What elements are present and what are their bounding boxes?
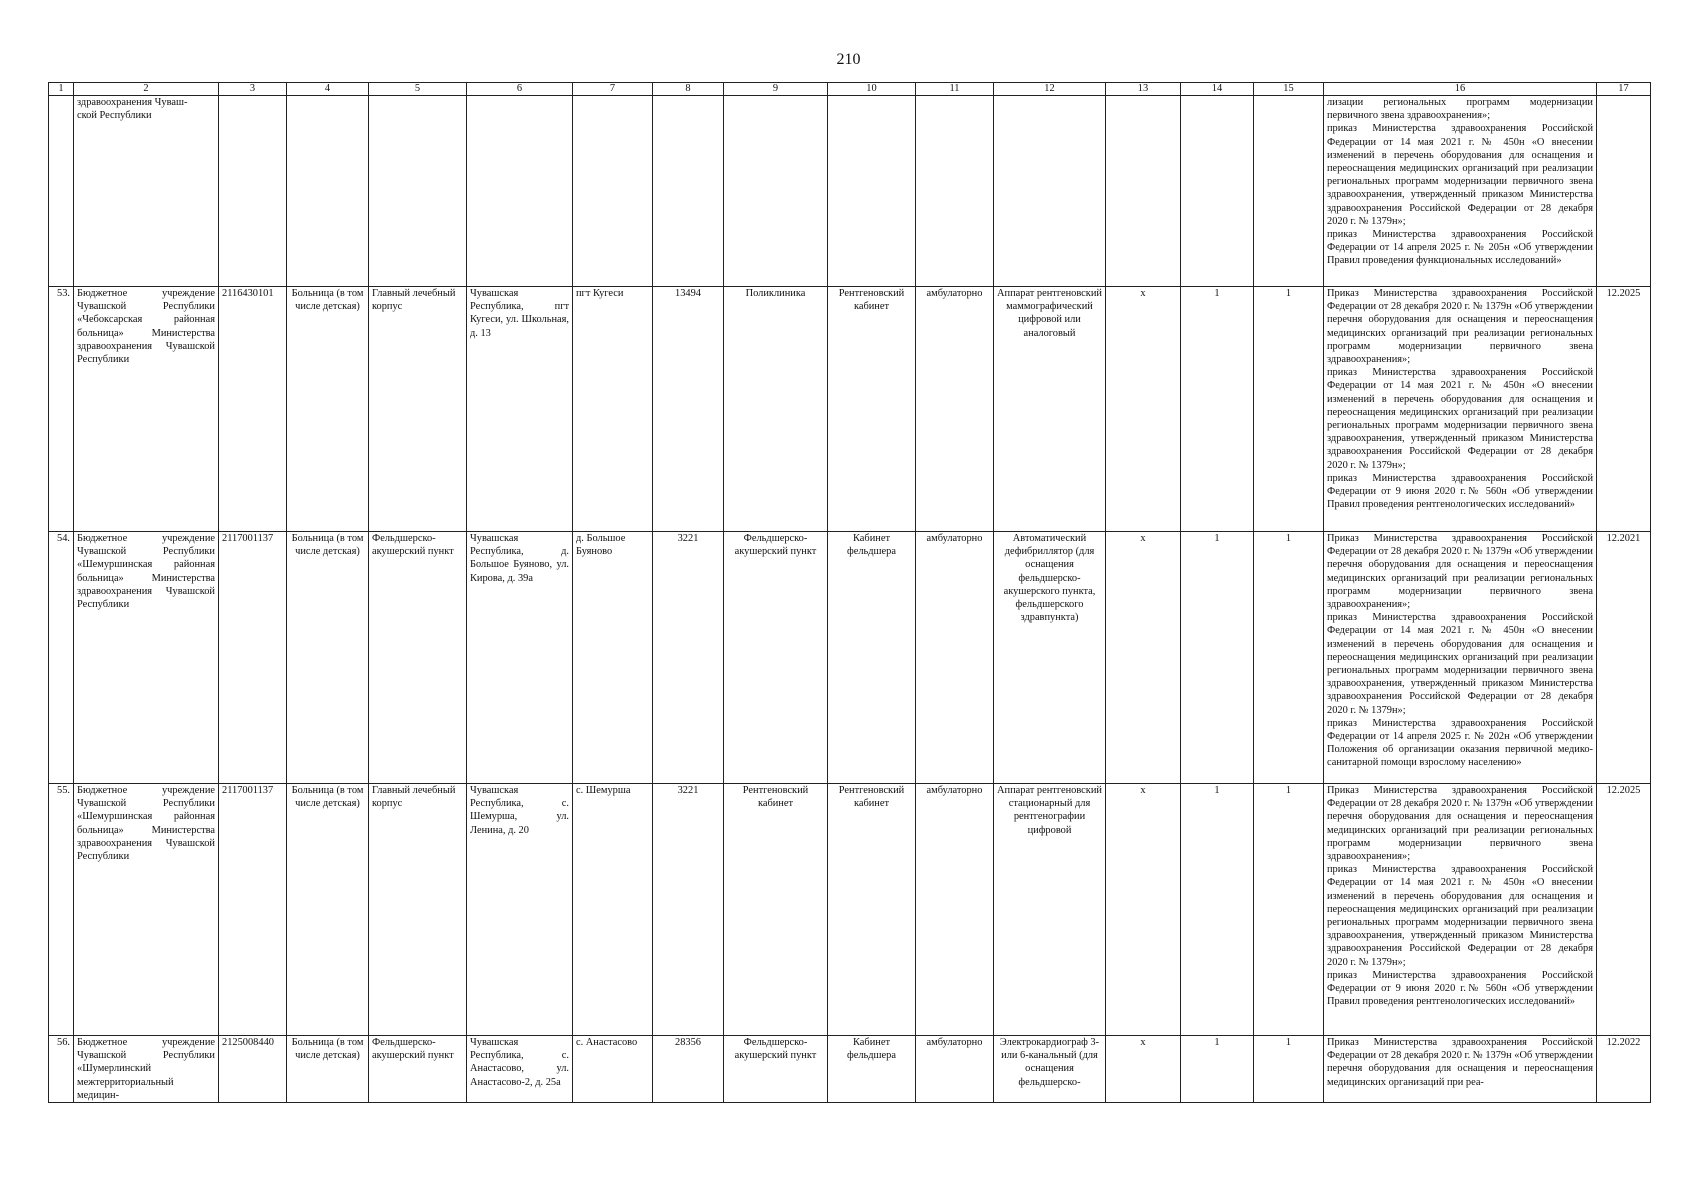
building: Главный лечебный корпус (369, 287, 467, 532)
column-header: 9 (724, 83, 828, 96)
organization-type: Больница (в том числе детская) (287, 1036, 369, 1103)
locality: д. Большое Буяново (573, 532, 653, 784)
cell-15: 1 (1254, 784, 1324, 1036)
cell-14: 1 (1181, 784, 1254, 1036)
date (1597, 96, 1651, 287)
cell-15: 1 (1254, 532, 1324, 784)
column-header: 12 (994, 83, 1106, 96)
equipment: Электрокардиограф 3- или 6-канальный (для оснащения фельдшерско- (994, 1036, 1106, 1103)
organization-name: Бюджетное учреждение Чувашской Республики «Шемуршинская районная больница» Министерства здравоохранения Чувашской Республики (74, 784, 219, 1036)
legal-basis: Приказ Министерства здравоохранения Российской Федерации от 28 декабря 2020 г. № 1379н «Об утверждении перечня оборудования для оснащения и переоснащения медицинских организаций при реализации региональных программ модернизации первичного звена здравоохранения»; приказ Министерства здравоохранения Российской Федерации от 14 мая 2021 г. № 450н «О внесении изменений в перечень оборудования для оснащения и переоснащения медицинских организаций при реализации региональных программ модернизации первичного звена здравоохранения, утвержденный приказом Министерства здравоохранения Российской Федерации от 28 декабря 2020 г. № 1379н»; приказ Министерства здравоохранения Российской Федерации от 9 июня 2020 г.№ 560н «Об утверждении Правил проведения рентгенологических исследований» (1324, 287, 1597, 532)
column-header: 17 (1597, 83, 1651, 96)
locality: пгт Кугеси (573, 287, 653, 532)
row-number: 53. (49, 287, 74, 532)
equipment: Аппарат рентгеновский стационарный для рентгенографии цифровой (994, 784, 1106, 1036)
building: Главный лечебный корпус (369, 784, 467, 1036)
table-row (49, 96, 1651, 287)
building (369, 96, 467, 287)
unit: Фельдшерско-акушерский пункт (724, 532, 828, 784)
date: 12.2021 (1597, 532, 1651, 784)
cell-13 (1106, 96, 1181, 287)
date: 12.2025 (1597, 784, 1651, 1036)
cell-15: 1 (1254, 1036, 1324, 1103)
column-header: 3 (219, 83, 287, 96)
organization-type: Больница (в том числе детская) (287, 287, 369, 532)
organization-name: Бюджетное учреждение Чувашской Республики «Чебоксарская районная больница» Министерства здравоохранения Чувашской Республики (74, 287, 219, 532)
cabinet: Кабинет фельдшера (828, 1036, 916, 1103)
legal-basis: Приказ Министерства здравоохранения Российской Федерации от 28 декабря 2020 г. № 1379н «Об утверждении перечня оборудования для оснащения и переоснащения медицинских организаций при реализации региональных программ модернизации первичного звена здравоохранения»; приказ Министерства здравоохранения Российской Федерации от 14 мая 2021 г. № 450н «О внесении изменений в перечень оборудования для оснащения и переоснащения медицинских организаций при реализации региональных программ модернизации первичного звена здравоохранения, утвержденный приказом Министерства здравоохранения Российской Федерации от 28 декабря 2020 г. № 1379н»; приказ Министерства здравоохранения Российской Федерации от 14 апреля 2025 г. № 202н «Об утверждении Положения об организации оказания первичной медико-санитарной помощи взрослому населению» (1324, 532, 1597, 784)
address (467, 96, 573, 287)
population: 28356 (653, 1036, 724, 1103)
equipment-register-table (48, 82, 1651, 1103)
cell-13: x (1106, 532, 1181, 784)
inn: 2116430101 (219, 287, 287, 532)
cell-14 (1181, 96, 1254, 287)
care-mode: амбулаторно (916, 784, 994, 1036)
population: 3221 (653, 532, 724, 784)
care-mode: амбулаторно (916, 287, 994, 532)
cell-14: 1 (1181, 287, 1254, 532)
population: 13494 (653, 287, 724, 532)
address: Чувашская Республика, с. Шемурша, ул. Ленина, д. 20 (467, 784, 573, 1036)
row-number: 54. (49, 532, 74, 784)
cell-13: x (1106, 287, 1181, 532)
organization-name: Бюджетное учреждение Чувашской Республики «Шумерлинский межтерриториальный медицин- (74, 1036, 219, 1103)
column-header: 2 (74, 83, 219, 96)
cell-14: 1 (1181, 1036, 1254, 1103)
address: Чувашская Республика, с. Анастасово, ул. Анастасово-2, д. 25а (467, 1036, 573, 1103)
table-row (49, 532, 1651, 784)
cell-15 (1254, 96, 1324, 287)
column-header: 15 (1254, 83, 1324, 96)
equipment (994, 96, 1106, 287)
cabinet (828, 96, 916, 287)
unit (724, 96, 828, 287)
table-row (49, 784, 1651, 1036)
unit: Рентгеновский кабинет (724, 784, 828, 1036)
care-mode (916, 96, 994, 287)
organization-type: Больница (в том числе детская) (287, 532, 369, 784)
column-header: 16 (1324, 83, 1597, 96)
column-header: 6 (467, 83, 573, 96)
population: 3221 (653, 784, 724, 1036)
date: 12.2025 (1597, 287, 1651, 532)
column-header: 8 (653, 83, 724, 96)
inn: 2117001137 (219, 532, 287, 784)
column-header: 13 (1106, 83, 1181, 96)
legal-basis: лизации региональных программ модернизации первичного звена здравоохранения»; приказ Министерства здравоохранения Российской Федерации от 14 мая 2021 г. № 450н «О внесении изменений в перечень оборудования для оснащения и переоснащения медицинских организаций при реализации региональных программ модернизации первичного звена здравоохранения, утвержденный приказом Министерства здравоохранения Российской Федерации от 28 декабря 2020 г. № 1379н»; приказ Министерства здравоохранения Российской Федерации от 14 апреля 2025 г. № 205н «Об утверждении Правил проведения функциональных исследований» (1324, 96, 1597, 287)
column-header: 7 (573, 83, 653, 96)
organization-name: здравоохранения Чуваш- ской Республики (74, 96, 219, 287)
locality (573, 96, 653, 287)
equipment: Автоматический дефибриллятор (для оснащения фельдшерско-акушерского пункта, фельдшерского здравпункта) (994, 532, 1106, 784)
cabinet: Рентгеновский кабинет (828, 784, 916, 1036)
unit: Поликлиника (724, 287, 828, 532)
table-row (49, 1036, 1651, 1103)
table-row (49, 287, 1651, 532)
address: Чувашская Республика, пгт Кугеси, ул. Школьная, д. 13 (467, 287, 573, 532)
building: Фельдшерско-акушерский пункт (369, 1036, 467, 1103)
unit: Фельдшерско-акушерский пункт (724, 1036, 828, 1103)
care-mode: амбулаторно (916, 532, 994, 784)
cell-15: 1 (1254, 287, 1324, 532)
cell-14: 1 (1181, 532, 1254, 784)
cell-13: x (1106, 1036, 1181, 1103)
inn: 2125008440 (219, 1036, 287, 1103)
row-number: 55. (49, 784, 74, 1036)
column-header: 10 (828, 83, 916, 96)
building: Фельдшерско-акушерский пункт (369, 532, 467, 784)
column-number-row (49, 83, 1651, 96)
page-number: 210 (836, 51, 861, 68)
column-header: 1 (49, 83, 74, 96)
address: Чувашская Республика, д. Большое Буяново, ул. Кирова, д. 39а (467, 532, 573, 784)
organization-type (287, 96, 369, 287)
legal-basis: Приказ Министерства здравоохранения Российской Федерации от 28 декабря 2020 г. № 1379н «Об утверждении перечня оборудования для оснащения и переоснащения медицинских организаций при реализации региональных программ модернизации первичного звена здравоохранения»; приказ Министерства здравоохранения Российской Федерации от 14 мая 2021 г. № 450н «О внесении изменений в перечень оборудования для оснащения и переоснащения медицинских организаций при реализации региональных программ модернизации первичного звена здравоохранения, утвержденный приказом Министерства здравоохранения Российской Федерации от 28 декабря 2020 г. № 1379н»; приказ Министерства здравоохранения Российской Федерации от 9 июня 2020 г.№ 560н «Об утверждении Правил проведения рентгенологических исследований» (1324, 784, 1597, 1036)
organization-name: Бюджетное учреждение Чувашской Республики «Шемуршинская районная больница» Министерства здравоохранения Чувашской Республики (74, 532, 219, 784)
locality: с. Шемурша (573, 784, 653, 1036)
cell-13: x (1106, 784, 1181, 1036)
organization-type: Больница (в том числе детская) (287, 784, 369, 1036)
population (653, 96, 724, 287)
cabinet: Рентгеновский кабинет (828, 287, 916, 532)
inn: 2117001137 (219, 784, 287, 1036)
care-mode: амбулаторно (916, 1036, 994, 1103)
column-header: 14 (1181, 83, 1254, 96)
equipment: Аппарат рентгеновский маммографический цифровой или аналоговый (994, 287, 1106, 532)
column-header: 5 (369, 83, 467, 96)
date: 12.2022 (1597, 1036, 1651, 1103)
legal-basis: Приказ Министерства здравоохранения Российской Федерации от 28 декабря 2020 г. № 1379н «Об утверждении перечня оборудования для оснащения и переоснащения медицинских организаций при реа- (1324, 1036, 1597, 1103)
column-header: 11 (916, 83, 994, 96)
inn (219, 96, 287, 287)
row-number: 56. (49, 1036, 74, 1103)
cabinet: Кабинет фельдшера (828, 532, 916, 784)
locality: с. Анастасово (573, 1036, 653, 1103)
row-number (49, 96, 74, 287)
column-header: 4 (287, 83, 369, 96)
